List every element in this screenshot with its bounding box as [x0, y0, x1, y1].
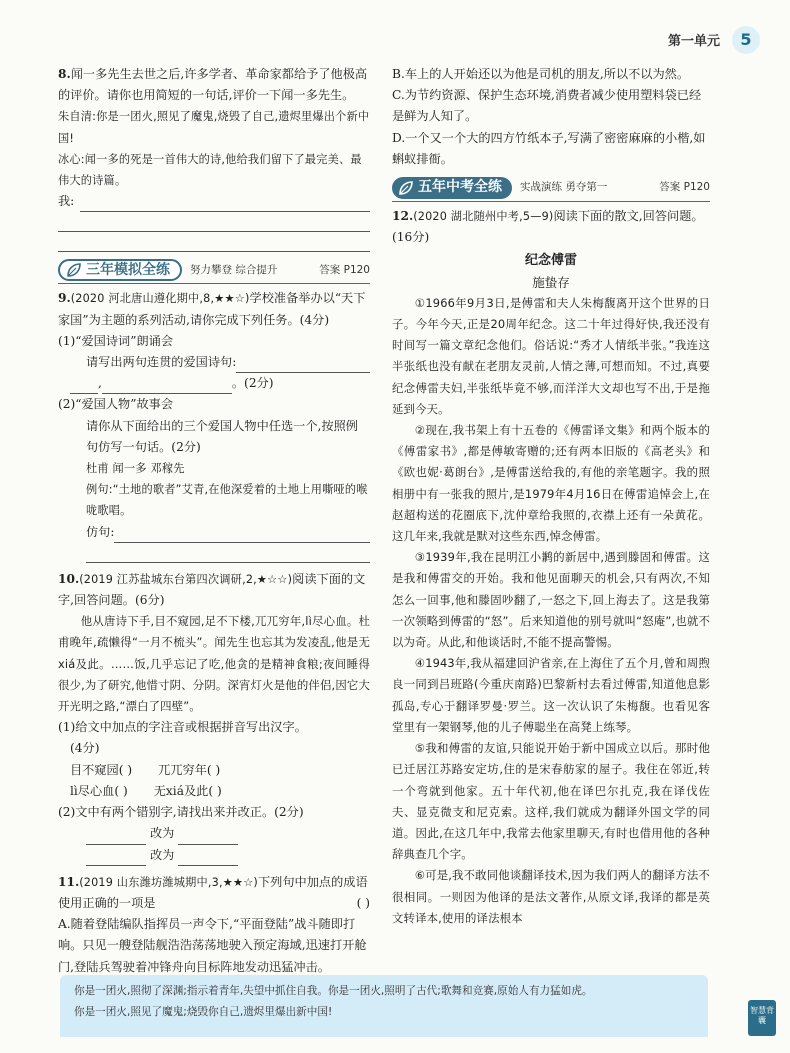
answer-blank[interactable]: [178, 852, 238, 866]
question-number: 10.: [58, 571, 80, 586]
question-stem: 下列句中加点的成语使用正确的一项是: [58, 874, 368, 910]
answer-blank[interactable]: [58, 212, 370, 232]
question-source: (2020 湖北随州中考,5—9): [413, 210, 554, 224]
banner-subtitle: 实战演练 勇夺第一: [520, 181, 608, 194]
sub-question-task: 请你从下面给出的三个爱国人物中任选一个,按照例句仿写一句话。(2分): [86, 418, 358, 454]
score-note: (4分): [70, 741, 100, 756]
fix-label: 改为: [150, 826, 175, 841]
option-c: C.为节约资源、保护生态环境,消费者减少使用塑料袋已经是鲜为人知了。: [392, 88, 702, 124]
question-source: (2019 山东潍坊潍城期中,3,★★☆): [79, 875, 258, 889]
quote-label: 冰心:: [58, 152, 85, 166]
sub-question-task: 请写出两句连贯的爱国诗句:: [86, 355, 237, 370]
question-stem: 闻一多先生去世之后,许多学者、革命家都给予了他极高的评价。请你也用简短的一句话,评价一下闻一多先生。: [58, 67, 368, 103]
score-note: 。(2分): [231, 376, 274, 391]
question-11: [58, 872, 370, 978]
answer-blank[interactable]: [86, 543, 370, 563]
question-number: 12.: [392, 209, 414, 224]
article-author: 施蛰存: [532, 274, 570, 290]
section-banner-three-year: [58, 258, 370, 282]
leaf-icon: [66, 262, 82, 278]
article-paragraph: ①1966年9月3日,是傅雷和夫人朱梅馥离开这个世界的日子。今年今天,正是20周年纪念。这二十年过得好快,我还没有时间写一篇文章纪念他们。俗话说:“秀才人情纸半张。”我连这半张纸也没有献在老朋友灵前,人情之薄,可想而知。不过,真要纪念傅雷夫妇,半张纸毕竟不够,而洋洋大文却也写不出,于是拖延到今天。: [392, 295, 710, 416]
quote-text: 闻一多的死是一首伟大的诗,他给我们留下了最完美、最伟大的诗篇。: [58, 152, 362, 188]
article-title: 纪念傅雷: [524, 253, 577, 269]
question-number: 9.: [58, 291, 71, 306]
answer-label: 我:: [58, 194, 75, 209]
page-number: 5: [732, 26, 760, 54]
footer-badge: 智慧背囊: [748, 1000, 776, 1036]
answer-bracket[interactable]: ( ): [356, 895, 370, 910]
answer-blank[interactable]: [58, 232, 370, 252]
fix-label: 改为: [150, 847, 175, 862]
footer-poem-box: [60, 975, 708, 1037]
article-paragraph: ⑥可是,我不敢同他谈翻译技术,因为我们两人的翻译方法不很相同。一则因为他译的是法文著作,从原文译,我译的都是英文转译本,使用的译法根本: [392, 868, 710, 925]
footer-line: 你是一团火,照彻了深渊;指示着青年,失望中抓住自我。你是一团火,照明了古代;歌舞和竞赛,原始人有力猛如虎。: [74, 985, 593, 997]
question-stem: 学校准备举办以“天下家国”为主题的系列活动,请你完成下列任务。(4分): [58, 291, 366, 327]
answer-blank[interactable]: [178, 831, 238, 845]
question-source: (2020 河北唐山遵化期中,8,★★☆): [70, 292, 250, 306]
banner-title-text: 三年模拟全练: [86, 261, 170, 278]
question-12: [392, 206, 710, 929]
question-number: 11.: [58, 874, 80, 889]
quote-label: 朱自清:: [58, 110, 97, 124]
question-stem: 阅读下面的散文,回答问题。(16分): [392, 209, 704, 245]
word-blank[interactable]: 目不窥园( ): [70, 762, 133, 777]
option-a: A.随着登陆编队指挥员一声令下,“平面登陆”战斗随即打响。只见一艘登陆舰浩浩荡荡地驶入预定海域,迅速打开舱门,登陆兵驾驶着冲锋舟向目标阵地发动迅猛冲击。: [58, 917, 367, 974]
question-stem: 阅读下面的文字,回答问题。(6分): [58, 571, 366, 608]
banner-answer-ref: 答案 P120: [659, 181, 710, 194]
word-blank[interactable]: 无xiá及此( ): [153, 783, 222, 798]
article-paragraph: ⑤我和傅雷的友谊,只能说开始于新中国成立以后。那时他已迁居江苏路安定坊,住的是宋春舫家的屋子。我住在邻近,转一个弯就到他家。五十年代初,他在译巴尔扎克,我在译伐佐夫、显克微支和尼克索。这样,我们就成为翻译外国文学的同道。因此,在这几年中,我常去他家里聊天,有时也借用他的各种辞典查几个字。: [392, 741, 710, 862]
sub-question: (2)文中有两个错别字,请找出来并改正。(2分): [58, 805, 304, 820]
sub-question-title: (1)“爱国诗词”朗诵会: [58, 333, 174, 348]
answer-blank[interactable]: [236, 359, 370, 373]
question-8: [58, 64, 370, 252]
banner-title: [392, 177, 512, 199]
answer-blank[interactable]: [86, 831, 146, 845]
word-blank[interactable]: lì尽心血( ): [70, 783, 128, 798]
banner-title: [58, 259, 182, 281]
answer-blank[interactable]: [114, 529, 370, 543]
question-10: [58, 569, 370, 866]
banner-rule: [392, 201, 710, 202]
banner-subtitle: 努力攀登 综合提升: [190, 263, 278, 276]
sub-question-title: (2)“爱国人物”故事会: [58, 397, 174, 412]
banner-answer-ref: 答案 P120: [319, 263, 370, 276]
word-blank[interactable]: 兀兀穷年( ): [158, 762, 221, 777]
quote-text: 你是一团火,照见了魔鬼,烧毁了自己,遗烬里爆出个新中国!: [58, 110, 370, 145]
answer-blank[interactable]: [70, 380, 98, 394]
imitate-label: 仿句:: [86, 524, 115, 539]
option-d: D.一个又一个大的四方竹纸本子,写满了密密麻麻的小楷,如蝌蚁排衙。: [392, 130, 706, 166]
example-text: “土地的歌者”艾青,在他深爱着的土地上用嘶哑的喉咙歌唱。: [86, 483, 368, 518]
left-column: [58, 64, 370, 984]
right-column: [392, 64, 710, 935]
article-paragraph: ④1943年,我从福建回沪省亲,在上海住了五个月,曾和周煦良一同到吕班路(今重庆南路)巴黎新村去看过傅雷,知道他息影孤岛,专心于翻译罗曼·罗兰。这一次认识了朱梅馥。也看见客堂里有一架钢琴,他的儿子傅聪坐在高凳上练琴。: [392, 656, 710, 734]
section-banner-five-year: [392, 176, 710, 200]
question-number: 8.: [58, 67, 71, 81]
reading-passage: 他从唐诗下手,目不窥园,足不下楼,兀兀穷年,lì尽心血。杜甫晚年,疏懒得“一月不梳头”。闻先生也忘其为发凌乱,他是无xiá及此。……饭,几乎忘记了吃,他贪的是精神食粮;夜间睡得很少,为了研究,他惜寸阴、分阴。深宵灯火是他的伴侣,因它大开光明之路,“漂白了四壁”。: [58, 614, 370, 714]
footer-line: 你是一团火,照见了魔鬼;烧毁你自己,遗烬里爆出新中国!: [74, 1006, 333, 1018]
answer-blank[interactable]: [102, 380, 232, 394]
banner-title-text: 五年中考全练: [418, 179, 502, 196]
unit-header: 第一单元: [667, 34, 720, 49]
banner-rule: [58, 283, 370, 284]
answer-blank[interactable]: [80, 198, 370, 212]
sub-question: (1)给文中加点的字注音或根据拼音写出汉字。: [58, 720, 307, 735]
option-b: B.车上的人开始还以为他是司机的朋友,所以不以为然。: [392, 67, 690, 81]
article-paragraph: ③1939年,我在昆明江小鹣的新居中,遇到滕固和傅雷。这是我和傅雷交的开始。我和他见面聊天的机会,只有两次,不知怎么一回事,他和滕固吵翻了,一怒之下,回上海去了。这是我第一次领略到傅雷的“怒”。后来知道他的别号就叫“怒庵”,也就不以为奇。从此,和他谈话时,不能不提高警惕。: [392, 550, 710, 650]
answer-blank[interactable]: [86, 852, 146, 866]
question-source: (2019 江苏盐城东台第四次调研,2,★☆☆): [79, 572, 293, 586]
leaf-icon: [398, 180, 414, 196]
article-paragraph: ②现在,我书架上有十五卷的《傅雷译文集》和两个版本的《傅雷家书》,都是傅敏寄赠的;还有两本旧版的《高老头》和《欧也妮·葛朗台》,是傅雷送给我的,有他的亲笔题字。我的照相册中有一张我的照片,是1979年4月16日在傅雷追悼会上,在赵超构送的花圈底下,沈仲章给我照的,衣襟上还有一朵黄花。这几年来,我就是默对这些东西,悼念傅雷。: [392, 423, 710, 544]
question-9: 9.(2020 河北唐山遵化期中,8,★★☆)学校准备举办以“天下家国”为主题的系列活动,请你完成下列任务。(4分) (1)“爱国诗词”朗诵会 请写出两句连贯的爱国诗句: , 。(2分) (2)“爱国人物”故事会 请你从下面给出的三个爱国人物中任选一个,按照例句仿写一句话。(2分) 杜甫 闻一多 邓稼先 例句:“土地的歌者”艾青,在他深爱着的土地上用嘶哑的喉咙歌唱。 仿句:: [58, 288, 370, 562]
people-list: 杜甫 闻一多 邓稼先: [86, 462, 185, 476]
example-label: 例句:: [86, 483, 113, 497]
